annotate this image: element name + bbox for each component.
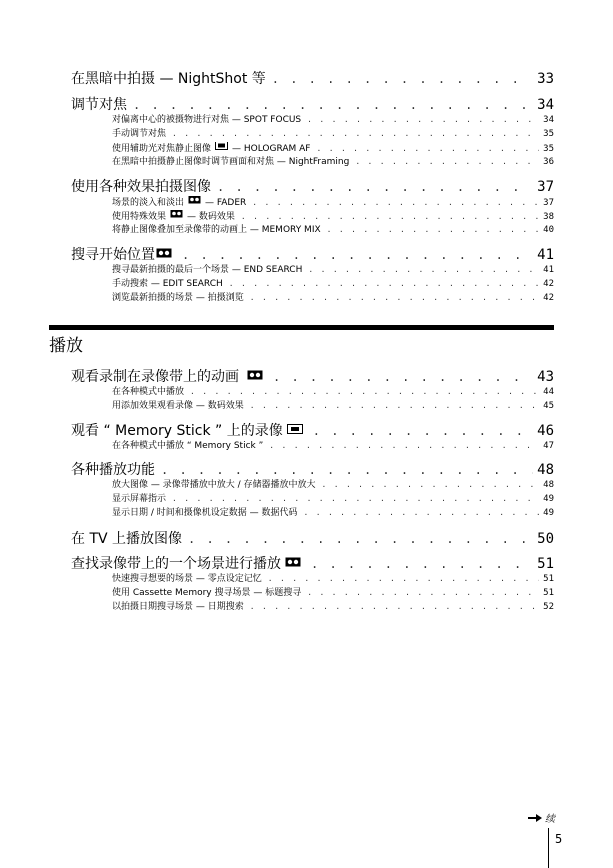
toc-subentry-title-part: — FADER [205, 198, 247, 208]
toc-subentry [112, 264, 554, 276]
toc-entry-effects [71, 178, 554, 196]
toc-entry-tv [71, 530, 554, 548]
dot-leader [172, 493, 539, 505]
toc-subentry-title: 在各种模式中播放 “ Memory Stick ” [112, 441, 264, 451]
toc-page-number: 45 [543, 401, 554, 411]
toc-page-number: 51 [543, 574, 554, 584]
toc-entry-memory-stick [71, 422, 554, 440]
toc-page-number: 42 [543, 293, 554, 303]
toc-entry-search [71, 246, 554, 264]
toc-subentry-title [112, 210, 235, 222]
toc-entry-title: 使用各种效果拍摄图像 [71, 179, 211, 195]
toc-subentry [112, 587, 554, 599]
toc-subentry-title: 放大图像 — 录像带播放中放大 / 存储器播放中放大 [112, 480, 316, 490]
toc-subentry-title: 以拍摄日期搜寻场景 — 日期搜索 [112, 602, 244, 612]
toc-subentry-title: 浏览最新拍摄的场景 — 拍摄浏览 [112, 293, 244, 303]
toc-page-number: 33 [537, 71, 554, 87]
toc-page-number: 38 [543, 212, 554, 222]
toc-page-number: 42 [543, 279, 554, 289]
toc-page-number: 50 [537, 531, 554, 547]
toc-subentry-title: 手动搜索 — EDIT SEARCH [112, 279, 223, 289]
toc-subentry [112, 114, 554, 126]
toc-entry-title: 在黑暗中拍摄 — NightShot 等 [71, 71, 266, 87]
dot-leader [250, 400, 539, 412]
toc-entry-title-part: 观看录制在录像带上的动画 [71, 369, 239, 385]
toc-entry-title-part: 观看 “ Memory Stick ” 上的录像 [71, 423, 283, 439]
toc-subentry-title: 快速搜寻想要的场景 — 零点设定记忆 [112, 574, 262, 584]
dot-leader [307, 114, 539, 126]
toc-subentry [112, 601, 554, 613]
tape-icon [285, 557, 301, 567]
toc-entry-title: 调节对焦 [71, 97, 127, 113]
tape-icon [170, 210, 183, 218]
toc-entry-functions [71, 461, 554, 479]
dot-leader [355, 156, 539, 168]
dot-leader [327, 224, 540, 236]
toc-entry-title: 在 TV 上播放图像 [71, 531, 183, 547]
continued-indicator [528, 810, 555, 825]
toc-page-number: 35 [543, 129, 554, 139]
dot-leader [272, 70, 533, 88]
dot-leader [188, 530, 533, 548]
toc-page-number: 40 [543, 225, 554, 235]
continued-label: 续 [545, 814, 555, 825]
toc-subentry [112, 479, 554, 491]
toc-entry-focus [71, 96, 554, 114]
toc-subentry-title: 手动调节对焦 [112, 129, 167, 139]
dot-leader [172, 128, 539, 140]
dot-leader [313, 422, 533, 440]
toc-subentry-title [112, 142, 310, 154]
arrow-right-icon [528, 814, 542, 822]
dot-leader [229, 278, 539, 290]
section-title: 播放 [49, 336, 83, 356]
toc-page-number: 47 [543, 441, 554, 451]
toc-page-number: 34 [537, 97, 554, 113]
dot-leader [268, 573, 539, 585]
toc-subentry-title: 显示日期 / 时间和摄像机设定数据 — 数据代码 [112, 508, 298, 518]
dot-leader [161, 461, 533, 479]
toc-subentry-title: 在黑暗中拍摄静止图像时调节画面和对焦 — NightFraming [112, 157, 350, 167]
toc-subentry-title-part: 使用辅助光对焦静止图像 [112, 144, 212, 154]
toc-page-number: 44 [543, 387, 554, 397]
toc-page-number: 49 [543, 508, 554, 518]
toc-subentry-title: 在各种模式中播放 [112, 387, 185, 397]
dot-leader [190, 386, 539, 398]
section-divider [49, 325, 554, 330]
toc-subentry [112, 440, 554, 452]
toc-subentry [112, 278, 554, 290]
toc-subentry [112, 156, 554, 168]
toc-subentry [112, 128, 554, 140]
toc-subentry-title-part: 场景的淡入和淡出 [112, 198, 185, 208]
toc-page-number: 46 [537, 423, 554, 439]
toc-entry-nightshot [71, 70, 554, 88]
toc-subentry-title: 显示屏幕指示 [112, 494, 167, 504]
toc-page-number: 37 [537, 179, 554, 195]
toc-subentry [112, 507, 554, 519]
toc-entry-title-part: 搜寻开始位置 [71, 247, 155, 263]
toc-entry-title: 各种播放功能 [71, 462, 155, 478]
tape-icon [188, 196, 201, 204]
dot-leader [273, 368, 533, 386]
toc-entry-title [71, 246, 176, 264]
toc-subentry-title-part: 使用特殊效果 [112, 212, 167, 222]
toc-subentry-title-part: — 数码效果 [187, 212, 235, 222]
toc-page-number: 37 [543, 198, 554, 208]
toc-page-number: 48 [543, 480, 554, 490]
tape-icon [247, 370, 263, 380]
dot-leader [250, 292, 539, 304]
toc-subentry [112, 224, 554, 236]
toc-entry-title-part: 查找录像带上的一个场景进行播放 [71, 556, 281, 572]
toc-page-number: 43 [537, 369, 554, 385]
toc-subentry-title: 使用 Cassette Memory 搜寻场景 — 标题搜寻 [112, 588, 302, 598]
toc-entry-find-scene [71, 555, 554, 573]
toc-subentry-title: 用添加效果观看录像 — 数码效果 [112, 401, 244, 411]
dot-leader [269, 440, 539, 452]
toc-entry-title [71, 555, 305, 573]
toc-page-number: 34 [543, 115, 554, 125]
dot-leader [307, 587, 539, 599]
toc-subentry-title: 搜寻最新拍摄的最后一个场景 — END SEARCH [112, 265, 303, 275]
toc-subentry-title [112, 196, 246, 208]
toc-page-number: 52 [543, 602, 554, 612]
dot-leader [252, 197, 539, 208]
toc-subentry [112, 142, 554, 154]
still-image-icon [215, 142, 228, 150]
dot-leader [241, 211, 539, 222]
dot-leader [316, 143, 539, 154]
dot-leader [182, 246, 533, 264]
dot-leader [133, 96, 533, 114]
dot-leader [303, 507, 539, 519]
toc-page-number: 51 [543, 588, 554, 598]
toc-page-number: 51 [537, 556, 554, 572]
dot-leader [308, 264, 539, 276]
dot-leader [321, 479, 539, 491]
toc-subentry [112, 400, 554, 412]
toc-subentry [112, 386, 554, 398]
toc-subentry [112, 573, 554, 585]
toc-subentry-title: 对偏离中心的被摄物进行对焦 — SPOT FOCUS [112, 115, 302, 125]
toc-subentry [112, 493, 554, 505]
tape-icon [156, 248, 172, 258]
dot-leader [250, 601, 539, 613]
toc-subentry-title-part: — HOLOGRAM AF [232, 144, 311, 154]
still-image-icon [287, 424, 303, 434]
toc-subentry-title: 将静止图像叠加至录像带的动画上 — MEMORY MIX [112, 225, 321, 235]
toc-page-number: 48 [537, 462, 554, 478]
page-edge-rule [548, 828, 549, 868]
toc-page-number: 36 [543, 157, 554, 167]
toc-page-number: 35 [543, 144, 554, 154]
dot-leader [311, 555, 533, 573]
page-number: 5 [555, 832, 563, 846]
toc-page-number: 41 [543, 265, 554, 275]
toc-entry-title [71, 368, 267, 386]
toc-subentry [112, 196, 554, 208]
dot-leader [217, 178, 533, 196]
toc-entry-playback [71, 368, 554, 386]
toc-page-number: 41 [537, 247, 554, 263]
toc-page-number: 49 [543, 494, 554, 504]
toc-subentry [112, 292, 554, 304]
toc-subentry [112, 210, 554, 222]
toc-entry-title [71, 422, 307, 440]
